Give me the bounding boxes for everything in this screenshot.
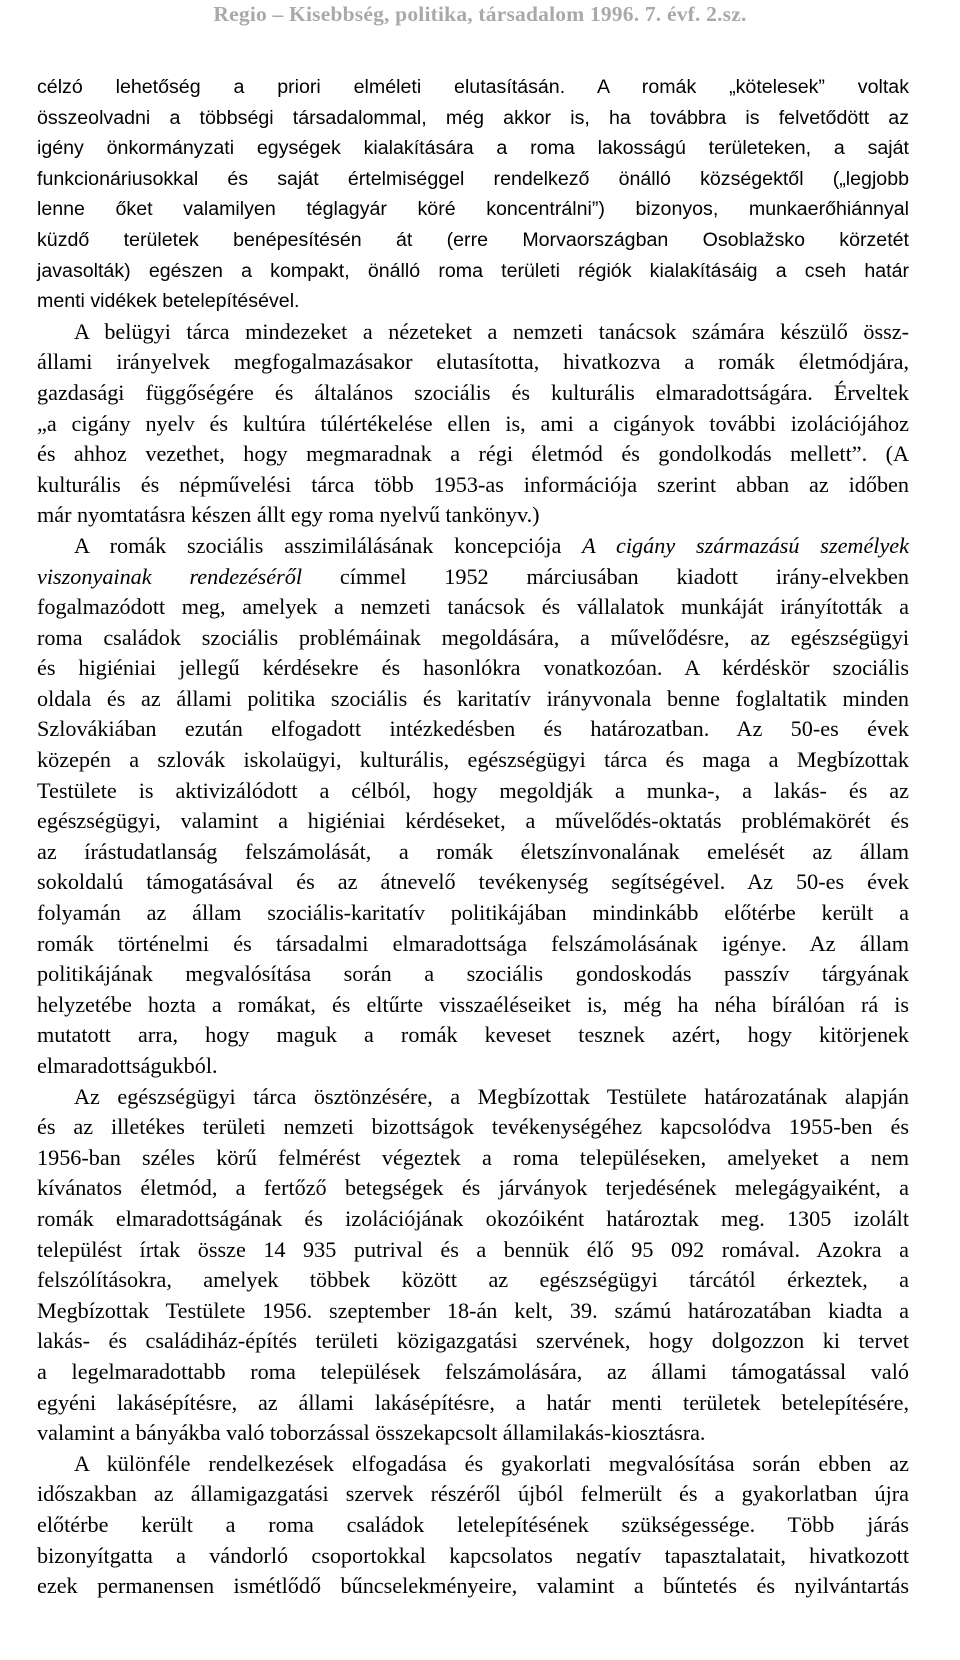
text-line: javasolták) egészen a kompakt, önálló roma területi régiók kialakításáig a cseh határ (37, 259, 909, 282)
text-line: állami irányelvek megfogalmazásakor elutasította, hivatkozva a romák életmódjára, (37, 349, 909, 375)
text-line: A különféle rendelkezések elfogadása és gyakorlati megvalósítása során ebben az (74, 1450, 909, 1476)
text-line: igény önkormányzati egységek kialakítására a roma lakosságú területeken, a saját (37, 137, 909, 160)
text-line: gazdasági függőségére és általános szociális és kulturális elmaradottságára. Érveltek (37, 379, 909, 405)
paragraph (37, 531, 909, 1082)
text-line: közepén a szlovák iskolaügyi, kulturális, egészségügyi tárca és maga a Megbízottak (37, 747, 909, 773)
text-line: egészségügyi, valamint a higiéniai kérdéseket, a művelődés-oktatás problémakörét és (37, 808, 909, 834)
paragraph (37, 1449, 909, 1602)
text-line: Megbízottak Testülete 1956. szeptember 18-án kelt, 39. számú határozatában kiadta a (37, 1297, 909, 1323)
text-line: és ahhoz vezethet, hogy megmaradnak a régi életmód és gondolkodás mellett”. (A (37, 441, 909, 467)
italic-title: viszonyainak rendezéséről (37, 563, 303, 589)
text-line: már nyomtatásra készen állt egy roma nyelvű tankönyv.) (37, 502, 540, 528)
text-line: és higiéniai jellegű kérdésekre és hasonlókra vonatkozóan. A kérdéskör szociális (37, 655, 909, 681)
text-line: Szlovákiában ezután elfogadott intézkedésben és határozatban. Az 50-es évek (37, 716, 909, 742)
italic-title: A cigány származású személyek (582, 532, 910, 558)
text-line: ezek permanensen ismétlődő bűncselekményeire, valamint a bűntetés és nyilvántartás (37, 1573, 909, 1599)
body-text (37, 72, 909, 1602)
text-line: kulturális és népművelési tárca több 1953-as információja szerint abban az időben (37, 471, 909, 497)
text-line: oldala és az állami politika szociális és karitatív irányvonala benne foglaltatik minden (37, 685, 909, 711)
text-line: funkcionáriusokkal és saját értelmiséggel rendelkező önálló községektől („legjobb (37, 167, 909, 190)
text-line: egyéni lakásépítésre, az állami lakásépítésre, a határ menti területek betelepítésére, (37, 1389, 909, 1415)
text-line: lenne őket valamilyen téglagyár köré koncentrálni”) bizonyos, munkaerőhiánnyal (37, 198, 909, 221)
text-line: sokoldalú támogatásával és az átnevelő tevékenység segítségével. Az 50-es évek (37, 869, 909, 895)
text-line: időszakban az államigazgatási szervek részéről újból felmerült és a gyakorlatban újra (37, 1481, 909, 1507)
text-line (37, 562, 909, 593)
text-line: kívánatos életmód, a fertőző betegségek és járványok terjedésének melegágyaiként, a (37, 1175, 909, 1201)
text-line: „a cigány nyelv és kultúra túlértékelése ellen is, ami a cigányok további izolációjához (37, 410, 909, 436)
text-line: fogalmazódott meg, amelyek a nemzeti tanácsok és vállalatok munkáját irányították a (37, 594, 909, 620)
text-line: küzdő területek benépesítésén át (erre Morvaországban Osoblažsko körzetét (37, 228, 909, 251)
text-line: mutatott arra, hogy maguk a romák keveset tesznek azért, hogy kitörjenek (37, 1022, 909, 1048)
text-run: címmel 1952 márciusában kiadott irány-elvekben (302, 563, 909, 589)
text-line: Az egészségügyi tárca ösztönzésére, a Megbízottak Testülete határozatának alapján (74, 1083, 909, 1109)
text-line: A belügyi tárca mindezeket a nézeteket a nemzeti tanácsok számára készülő össz- (74, 318, 909, 344)
text-line: 1956-ban széles körű felmérést végeztek a roma településeken, amelyeket a nem (37, 1144, 909, 1170)
text-line: politikájának megvalósítása során a szociális gondoskodás passzív tárgyának (37, 961, 909, 987)
text-line: összeolvadni a többségi társadalommal, még akkor is, ha továbbra is felvetődött az (37, 106, 909, 129)
text-line: felszólításokra, amelyek többek között az egészségügyi tárcától érkeztek, a (37, 1267, 909, 1293)
paragraph (37, 317, 909, 531)
text-line: és az illetékes területi nemzeti bizottságok tevékenységéhez kapcsolódva 1955-ben és (37, 1114, 909, 1140)
running-header: Regio – Kisebbség, politika, társadalom 1996. 7. évf. 2.sz. (213, 2, 747, 26)
text-line: menti vidékek betelepítésével. (37, 290, 300, 313)
text-line (37, 531, 909, 562)
paragraph (37, 1082, 909, 1449)
text-line: romák elmaradottságának és izolációjának okozóiként határoztak meg. 1305 izolált (37, 1205, 909, 1231)
text-line: romák történelmi és társadalmi elmaradottsága felszámolásának igénye. Az állam (37, 930, 909, 956)
text-line: folyamán az állam szociális-karitatív politikájában mindinkább előtérbe került a (37, 900, 909, 926)
text-line: Testülete is aktivizálódott a célból, hogy megoldják a munka-, a lakás- és az (37, 777, 909, 803)
text-line: valamint a bányákba való toborzással összekapcsolt államilakás-kiosztásra. (37, 1420, 706, 1446)
text-line: lakás- és családiház-építés területi közigazgatási szervének, hogy dolgozzon ki tervet (37, 1328, 909, 1354)
text-line: bizonyítgatta a vándorló csoportokkal kapcsolatos negatív tapasztalatait, hivatkozott (37, 1542, 909, 1568)
text-line: roma családok szociális problémáinak megoldására, a művelődésre, az egészségügyi (37, 624, 909, 650)
text-line: elmaradottságukból. (37, 1053, 218, 1078)
text-line: az írástudatlanság felszámolását, a romák életszínvonalának emelését az állam (37, 838, 909, 864)
text-line: települést írtak össze 14 935 putrival és a bennük élő 95 092 romával. Azokra a (37, 1236, 909, 1262)
text-line: célzó lehetőség a priori elméleti elutasításán. A romák „kötelesek” voltak (37, 76, 909, 98)
text-line: a legelmaradottabb roma települések felszámolására, az állami támogatással való (37, 1358, 909, 1384)
paragraph (37, 72, 909, 317)
text-run: A romák szociális asszimilálásának koncepciója (74, 532, 583, 558)
text-line: helyzetébe hozta a romákat, és eltűrte visszaéléseiket is, még ha néha bírálóan rá is (37, 991, 909, 1017)
text-line: előtérbe került a roma családok letelepítésének szükségessége. Több járás (37, 1511, 909, 1537)
